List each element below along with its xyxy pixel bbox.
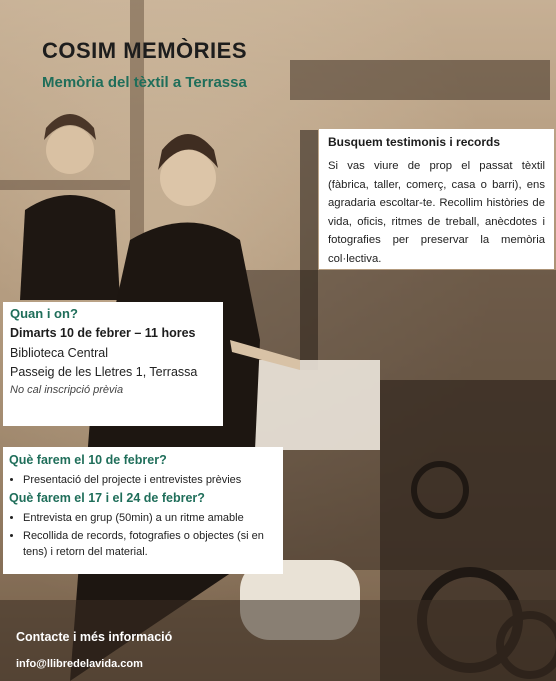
page-title: COSIM MEMÒRIES bbox=[42, 38, 248, 63]
header bbox=[42, 38, 247, 91]
second-session-list bbox=[9, 510, 277, 560]
when-heading: Quan i on? bbox=[10, 306, 78, 321]
event-venue: Biblioteca Central bbox=[10, 346, 108, 360]
contact-block bbox=[16, 630, 172, 670]
first-session-list bbox=[9, 472, 277, 488]
list-item: • Recollida de records, fotografies o objectes (si en tens) i retorn del material. bbox=[23, 528, 277, 560]
schedule-box bbox=[3, 447, 283, 574]
first-session-heading: Què farem el 10 de febrer? bbox=[9, 453, 167, 467]
search-heading: Busquem testimonis i records bbox=[328, 135, 501, 149]
second-session-heading: Què farem el 17 i el 24 de febrer? bbox=[9, 491, 205, 505]
when-where-box bbox=[3, 302, 223, 426]
event-date: Dimarts 10 de febrer – 11 hores bbox=[10, 326, 196, 340]
list-item: • Presentació del projecte i entrevistes prèvies bbox=[23, 472, 277, 488]
page-subtitle: Memòria del tèxtil a Terrassa bbox=[42, 74, 247, 91]
search-testimonies-box bbox=[319, 129, 554, 269]
event-address: Passeig de les Lletres 1, Terrassa bbox=[10, 365, 198, 379]
contact-heading: Contacte i més informació bbox=[16, 630, 173, 644]
registration-note: No cal inscripció prèvia bbox=[10, 384, 124, 396]
contact-email-link[interactable]: info@llibredelavida.com bbox=[16, 658, 143, 670]
list-item: • Entrevista en grup (50min) a un ritme amable bbox=[23, 510, 277, 526]
search-body: Si vas viure de prop el passat tèxtil (fàbrica, taller, comerç, casa o barri), ens agradaria escoltar-te. Recollim històries de vida, oficis, ritmes de treball, anècdotes i fotografies per preservar la memòria col·lectiva. bbox=[328, 160, 545, 265]
